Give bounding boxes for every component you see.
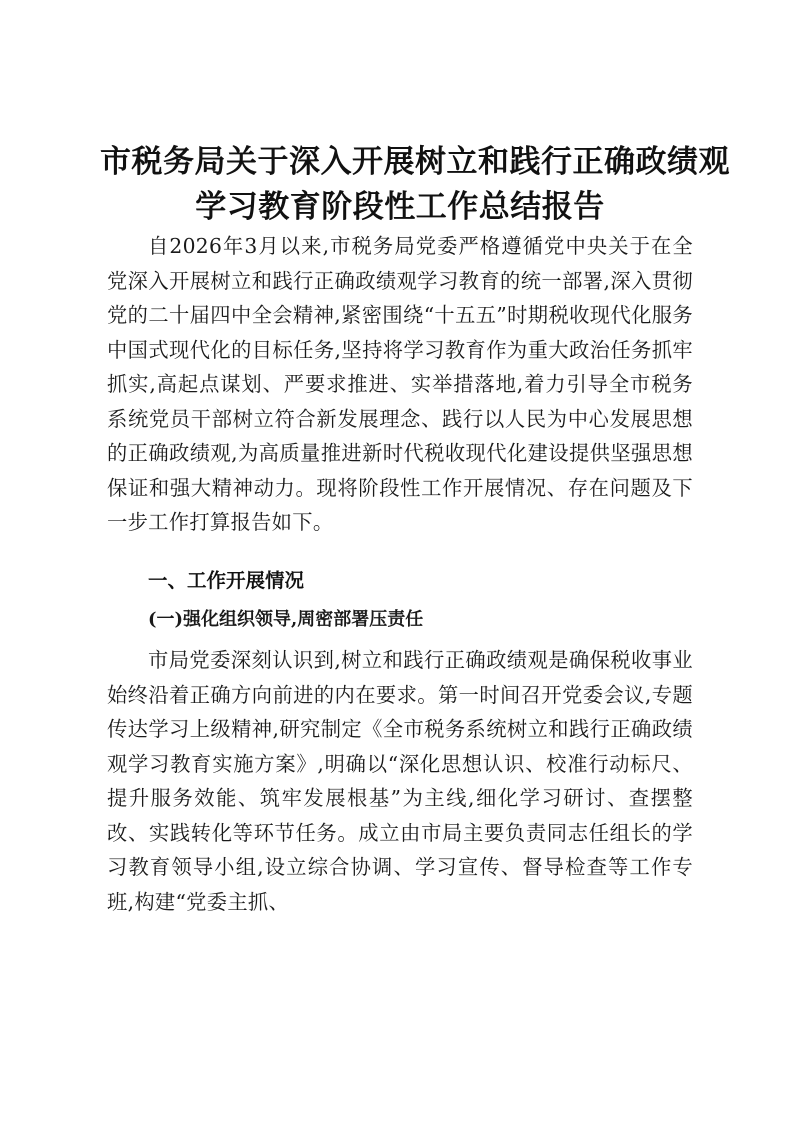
section-heading: 一、工作开展情况	[148, 569, 305, 592]
document-title-line-1: 市税务局关于深入开展树立和践行正确政绩观	[100, 144, 730, 180]
intro-paragraph: 自2026年3月以来,市税务局党委严格遵循党中央关于在全党深入开展树立和践行正确政绩观学习教育的统一部署,深入贯彻党的二十届四中全会精神,紧密围绕“十五五”时期税收现代化服务中国式现代化的目标任务,坚持将学习教育作为重大政治任务抓牢抓实,高起点谋划、严要求推进、实举措落地,着力引导全市税务系统党员干部树立符合新发展理念、践行以人民为中心发展思想的正确政绩观,为高质量推进新时代税收现代化建设提供坚强思想保证和强大精神动力。现将阶段性工作开展情况、存在问题及下一步工作打算报告如下。	[107, 234, 693, 534]
subsection-paragraph: 市局党委深刻认识到,树立和践行正确政绩观是确保税收事业始终沿着正确方向前进的内在要求。第一时间召开党委会议,专题传达学习上级精神,研究制定《全市税务系统树立和践行正确政绩观学习教育实施方案》,明确以“深化思想认识、校准行动标尺、提升服务效能、筑牢发展根基”为主线,细化学习研讨、查摆整改、实践转化等环节任务。成立由市局主要负责同志任组长的学习教育领导小组,设立综合协调、学习宣传、督导检查等工作专班,构建“党委主抓、	[107, 648, 693, 914]
document-title-line-2: 学习教育阶段性工作总结报告	[195, 189, 605, 225]
subsection-heading: (一)强化组织领导,周密部署压责任	[148, 609, 424, 630]
